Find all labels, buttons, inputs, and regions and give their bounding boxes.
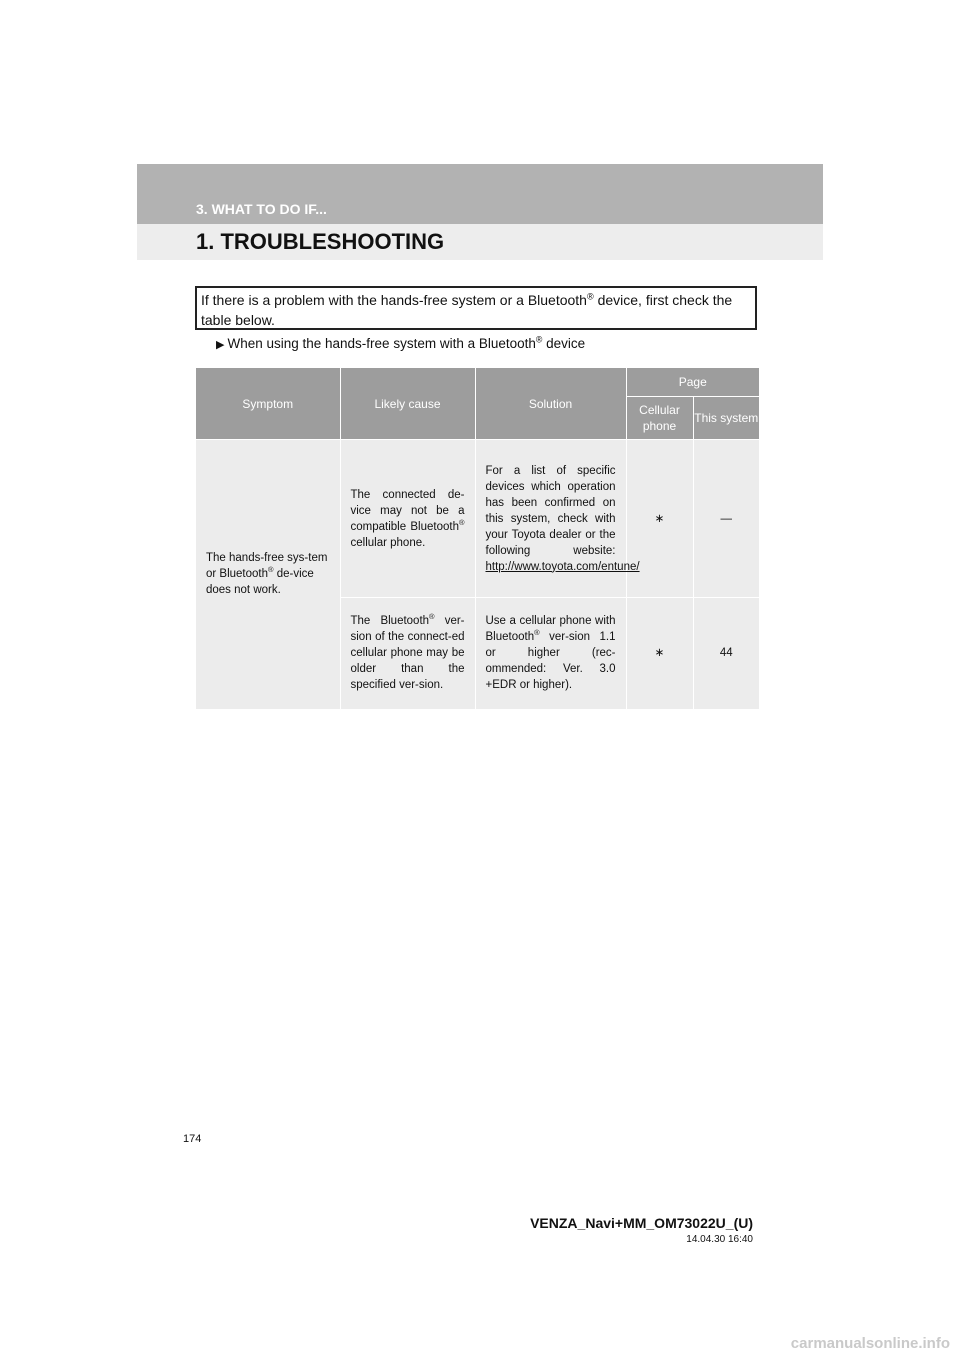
bullet-text-end: device: [542, 336, 586, 351]
page-title: 1. TROUBLESHOOTING: [196, 229, 445, 254]
registered-mark: ®: [534, 628, 540, 638]
intro-text: If there is a problem with the hands-free system or a Bluetooth: [201, 292, 587, 308]
registered-mark: ®: [535, 334, 543, 345]
system-page-cell: —: [693, 440, 759, 598]
document-code: VENZA_Navi+MM_OM73022U_(U): [530, 1215, 753, 1231]
cellular-page-cell: ∗: [626, 598, 693, 709]
page-number: 174: [183, 1133, 202, 1145]
header-symptom: Symptom: [196, 368, 340, 440]
header-cellular-phone: Cellular phone: [626, 397, 693, 440]
symptom-cell: The hands-free sys-tem or Bluetooth® de-vice does not work.: [196, 440, 340, 709]
cellular-page-cell: ∗: [626, 440, 693, 598]
intro-text-end: device, first check the table below.: [201, 292, 733, 328]
troubleshooting-table: [196, 368, 759, 709]
registered-mark: ®: [586, 291, 594, 302]
table-header-row: [196, 368, 759, 397]
likely-cause-cell: The Bluetooth® ver-sion of the connect-ed cellular phone may be older than the specified ver-sion.: [340, 598, 475, 709]
registered-mark: ®: [458, 517, 465, 527]
header-this-system: This system: [693, 397, 759, 440]
header-page: Page: [626, 368, 759, 397]
table-row: [196, 440, 759, 598]
section-label: 3. WHAT TO DO IF...: [196, 201, 327, 217]
solution-cell: Use a cellular phone with Bluetooth® ver-sion 1.1 or higher (rec-ommended: Ver. 3.0 +EDR or higher).: [475, 598, 626, 709]
likely-cause-cell: The connected de-vice may not be a compatible Bluetooth® cellular phone.: [340, 440, 475, 598]
registered-mark: ®: [429, 612, 435, 622]
registered-mark: ®: [268, 565, 274, 575]
header-likely-cause: Likely cause: [340, 368, 475, 440]
watermark: carmanualsonline.info: [790, 1335, 950, 1352]
system-page-cell: 44: [693, 598, 759, 709]
header-solution: Solution: [475, 368, 626, 440]
intro-box: [195, 286, 757, 330]
triangle-right-icon: ▶: [216, 339, 225, 351]
bullet-text: When using the hands-free system with a Bluetooth: [227, 336, 536, 351]
toyota-website-link[interactable]: http://www.toyota.com/entune/: [485, 560, 640, 573]
bullet-line: [216, 336, 585, 351]
solution-cell: For a list of specific devices which operation has been confirmed on this system, check with your Toyota dealer or the following website: http://www.toyota.com/entune/: [475, 440, 626, 598]
print-timestamp: 14.04.30 16:40: [686, 1234, 753, 1245]
